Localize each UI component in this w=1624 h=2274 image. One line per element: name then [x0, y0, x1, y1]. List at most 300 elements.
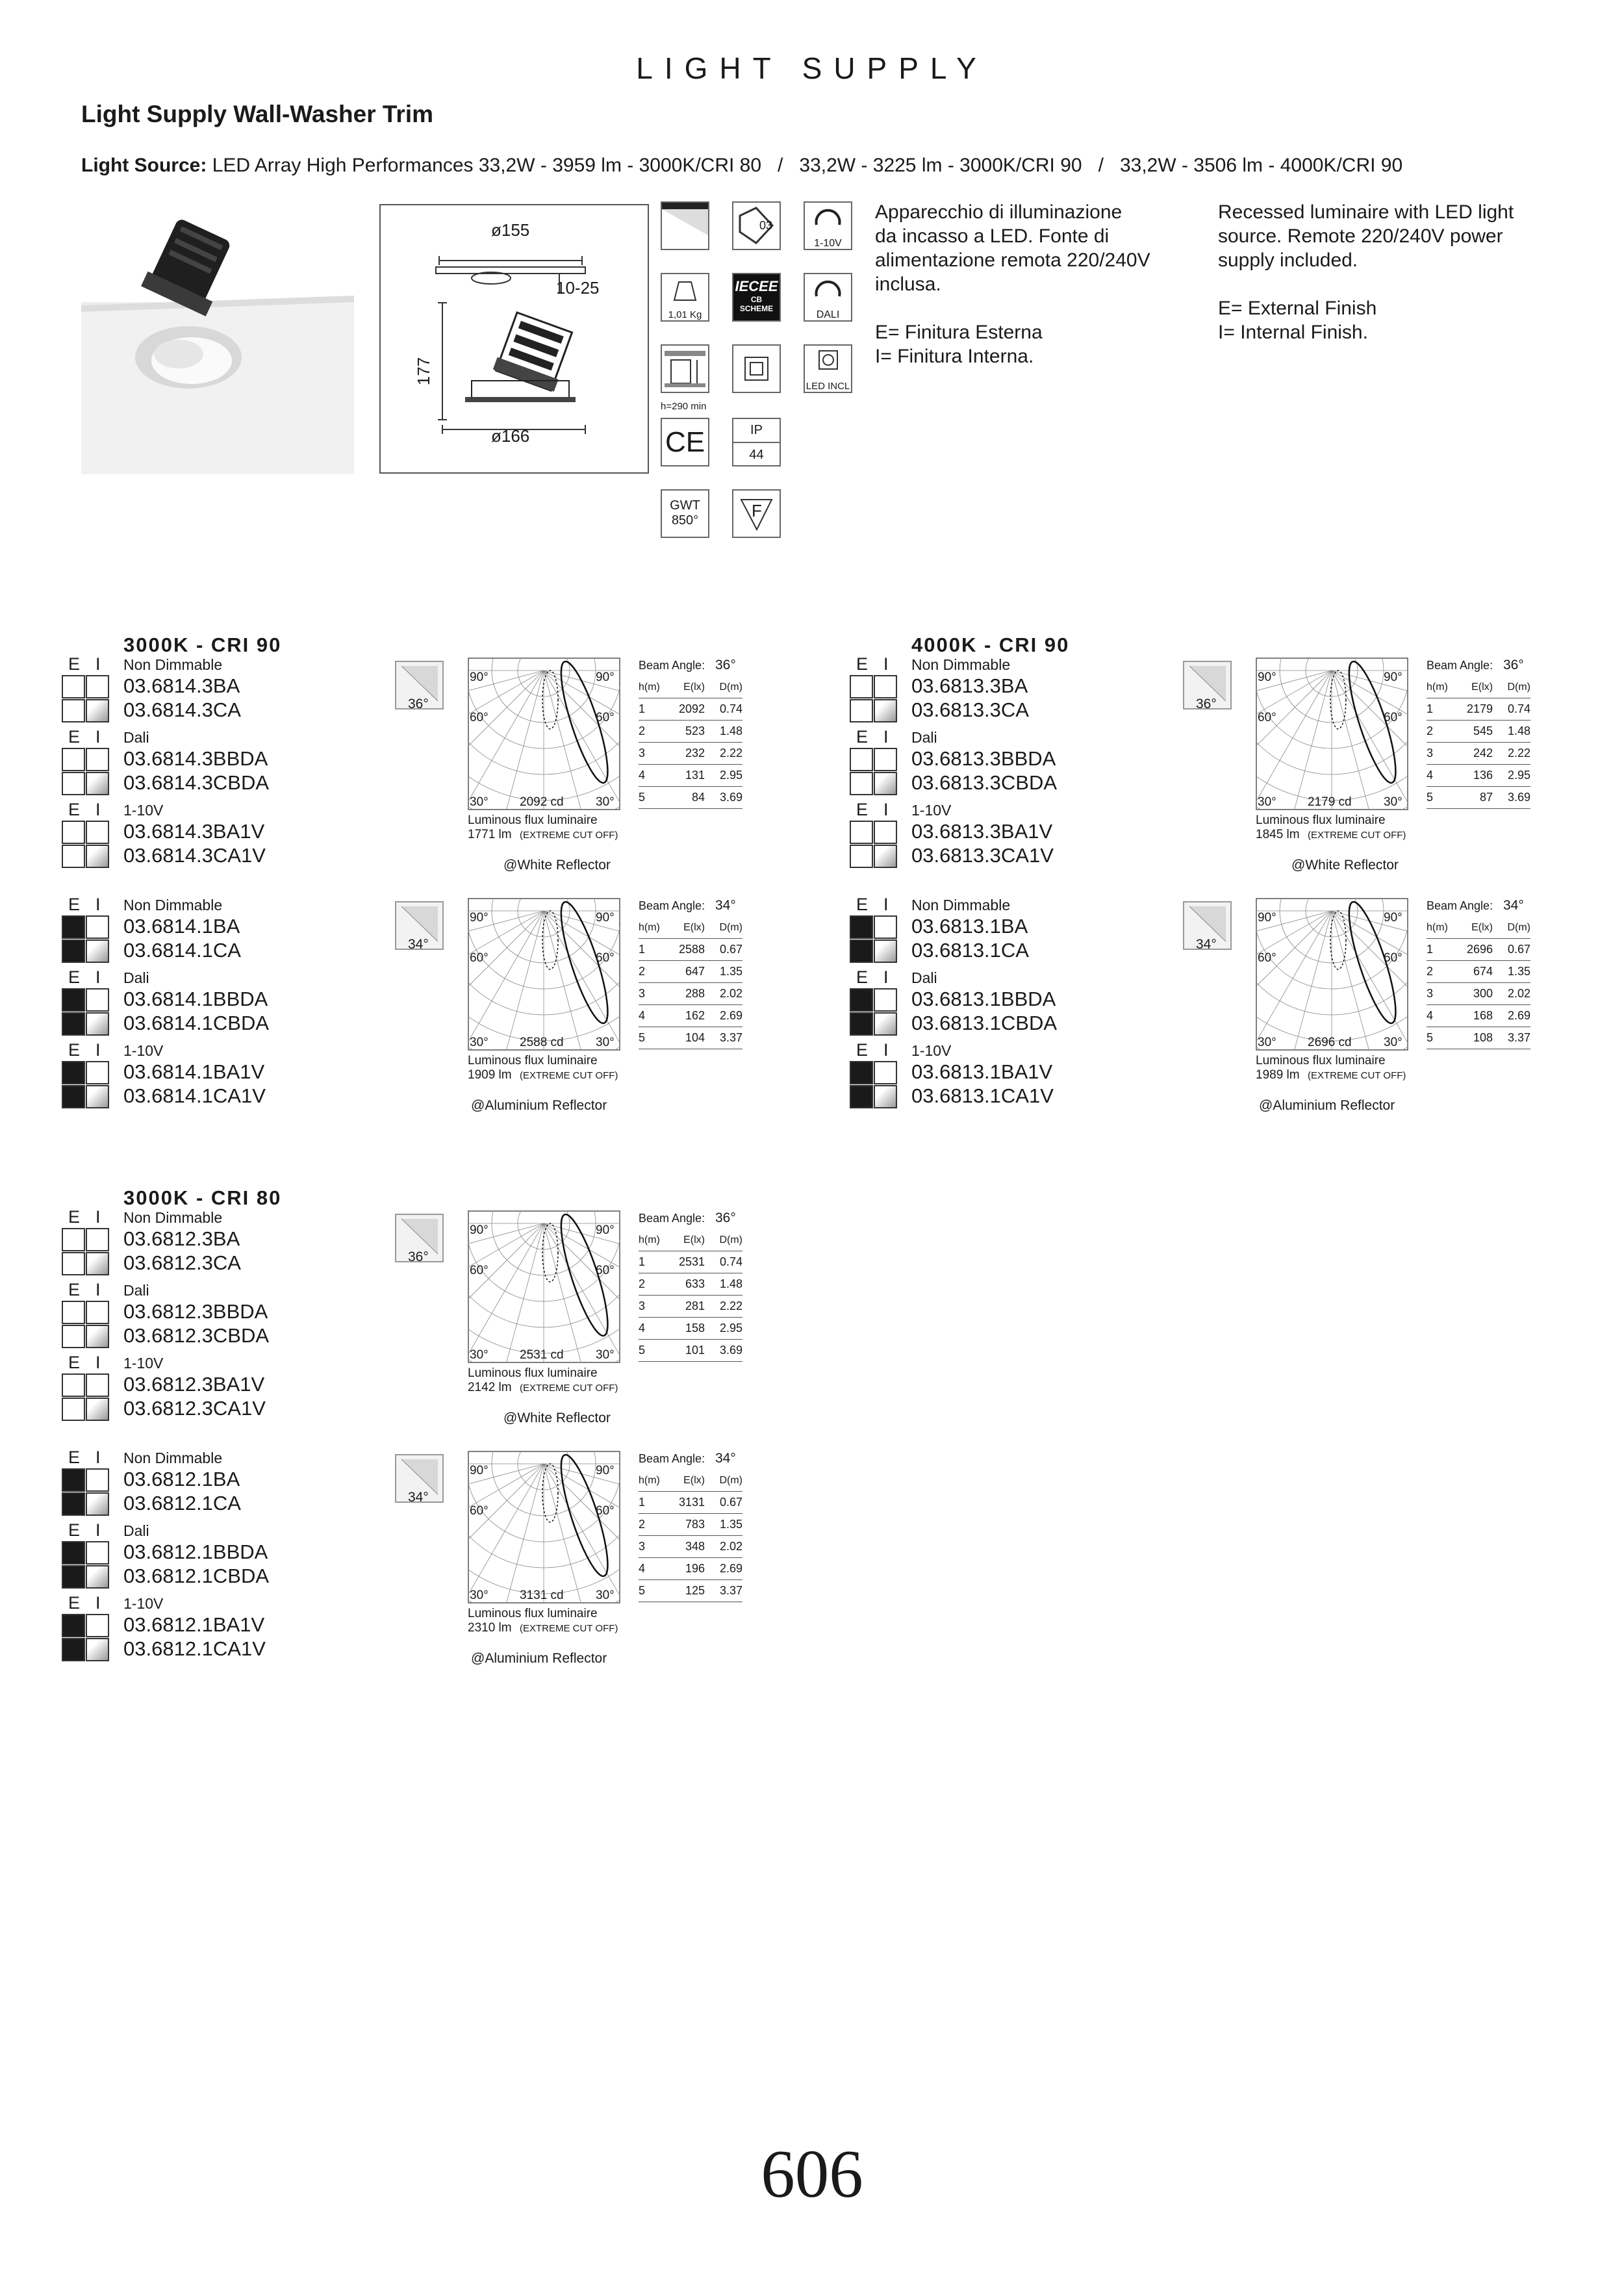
finish-swatch-internal	[874, 699, 897, 722]
polar-angle-30-left: 30°	[1258, 795, 1276, 809]
finish-swatch-external	[62, 1565, 85, 1589]
finish-e-label: E	[68, 1207, 81, 1227]
polar-grid-ray	[544, 911, 620, 1051]
finish-e-label: E	[68, 1280, 81, 1299]
dim-top: ø155	[491, 220, 530, 240]
table-cell: 300	[1473, 987, 1493, 1000]
beam-angle-table-value: 34°	[715, 898, 736, 913]
beam-angle-label: Beam Angle:	[639, 1451, 705, 1465]
finish-e-label: E	[856, 654, 869, 674]
finish-swatch-external	[62, 988, 85, 1012]
polar-grid-ray	[493, 1223, 544, 1363]
table-cell: 1.35	[719, 1518, 742, 1531]
finish-i-label: I	[883, 800, 889, 819]
product-code: 03.6814.1BBDA	[123, 988, 268, 1010]
finish-i-label: I	[95, 800, 101, 819]
finish-swatch-internal	[86, 1398, 109, 1421]
variant-label: Dali	[123, 1522, 149, 1539]
dimming-1-10v-label: 1-10V	[814, 238, 842, 249]
table-row	[639, 1492, 742, 1514]
finish-swatch-internal	[86, 1638, 109, 1661]
table-header-cell: h(m)	[639, 681, 660, 693]
finish-swatch-external	[850, 1061, 873, 1084]
dim-side: 10-25	[556, 278, 600, 298]
description-it-line: alimentazione remota 220/240V	[875, 249, 1150, 271]
finish-i-label: I	[95, 1280, 101, 1299]
table-cell: 196	[685, 1562, 705, 1575]
polar-angle-30-left: 30°	[470, 1036, 488, 1049]
finish-swatch-external	[850, 988, 873, 1012]
table-header-row	[639, 676, 742, 698]
section-title: 3000K - CRI 80	[123, 1186, 282, 1209]
table-cell: 4	[639, 1322, 646, 1335]
cut-off-label: (EXTREME CUT OFF)	[1308, 1070, 1406, 1081]
table-row	[639, 1536, 742, 1558]
table-row	[639, 1027, 742, 1049]
table-cell: 3	[639, 1540, 646, 1553]
energy-class-icon	[732, 201, 781, 250]
variant-label: 1-10V	[123, 1355, 164, 1372]
finish-swatch-internal	[86, 1012, 109, 1036]
table-cell: 2179	[1466, 702, 1493, 715]
energy-label: 03	[759, 219, 773, 232]
gwt-value: 850°	[671, 513, 699, 528]
reflector-label: @Aluminium Reflector	[1259, 1098, 1395, 1113]
table-cell: 0.67	[1507, 943, 1530, 956]
finish-swatch-internal	[86, 821, 109, 844]
beam-angle-row	[639, 895, 742, 917]
polar-angle-90-left: 90°	[1258, 911, 1276, 925]
finish-swatch-external	[62, 1638, 85, 1661]
table-row	[639, 1273, 742, 1296]
dimming-dali-label: DALI	[816, 309, 840, 320]
table-cell: 2.95	[1507, 769, 1530, 782]
finish-e-label: E	[856, 895, 869, 914]
finish-it-line: I= Finitura Interna.	[875, 346, 1034, 367]
finish-swatch-internal	[86, 1325, 109, 1348]
finish-swatch-internal	[874, 1085, 897, 1108]
variant-label: Dali	[123, 1282, 149, 1299]
dim-height: 177	[414, 357, 434, 386]
finish-swatch-external	[62, 1012, 85, 1036]
polar-grid-ray	[1332, 911, 1408, 1051]
table-row	[639, 983, 742, 1005]
recess-icon	[661, 344, 709, 393]
table-cell: 3	[639, 987, 646, 1000]
table-header-row	[1427, 917, 1530, 939]
finish-swatch-internal	[874, 939, 897, 963]
product-code: 03.6814.3CBDA	[123, 771, 270, 794]
luminous-flux-label: Luminous flux luminaire	[468, 1607, 598, 1620]
table-cell: 2.95	[719, 769, 742, 782]
finish-swatch-external	[62, 1398, 85, 1421]
table-cell: 5	[639, 1344, 646, 1357]
product-code: 03.6813.3BBDA	[911, 747, 1056, 770]
table-cell: 2.02	[719, 987, 742, 1000]
finish-swatch-internal	[86, 1228, 109, 1251]
finish-swatch-external	[62, 1614, 85, 1637]
polar-angle-60-left: 60°	[1258, 711, 1276, 724]
polar-angle-60-left: 60°	[470, 711, 488, 724]
finish-swatch-external	[850, 1012, 873, 1036]
technical-drawing	[379, 204, 649, 474]
finish-swatch-internal	[86, 1373, 109, 1397]
product-code: 03.6813.1BA1V	[911, 1060, 1053, 1083]
weight-label: 1,01 Kg	[668, 309, 702, 320]
table-cell: 1	[639, 702, 646, 715]
table-row	[1427, 983, 1530, 1005]
polar-secondary-curve	[542, 911, 558, 969]
finish-swatch-internal	[86, 1301, 109, 1324]
variant-label: Dali	[911, 729, 937, 746]
table-header-cell: E(lx)	[683, 681, 705, 693]
finish-swatch-internal	[86, 1085, 109, 1108]
beam-angle-table-value: 36°	[715, 1210, 736, 1225]
product-code: 03.6813.3CA	[911, 698, 1029, 721]
finish-swatch-internal	[86, 1061, 109, 1084]
product-code: 03.6813.3CA1V	[911, 844, 1054, 867]
polar-angle-30-right: 30°	[596, 1348, 615, 1362]
finish-swatch-external	[62, 1492, 85, 1516]
product-code: 03.6814.3BA	[123, 674, 240, 697]
table-header-cell: h(m)	[639, 921, 660, 933]
table-cell: 1.35	[719, 965, 742, 978]
table-row	[639, 1251, 742, 1273]
finish-i-label: I	[95, 654, 101, 674]
finish-e-label: E	[856, 800, 869, 819]
product-code: 03.6814.3CA1V	[123, 844, 266, 867]
beam-angle-table-value: 36°	[715, 658, 736, 672]
polar-grid-ray	[544, 1464, 620, 1603]
finish-swatch-internal	[874, 675, 897, 698]
polar-grid-ray	[468, 911, 544, 1049]
variant-label: Dali	[123, 969, 149, 986]
reflector-label: @Aluminium Reflector	[471, 1651, 607, 1666]
polar-angle-90-right: 90°	[1384, 671, 1402, 684]
dimming-1-10v-icon	[804, 201, 852, 250]
table-cell: 1	[639, 1255, 646, 1268]
polar-secondary-curve	[542, 1223, 558, 1282]
finish-swatch-internal	[86, 845, 109, 868]
finish-e-label: E	[856, 1040, 869, 1060]
light-source-label: Light Source:	[81, 155, 207, 176]
table-cell: 104	[685, 1031, 705, 1044]
section-title: 4000K - CRI 90	[911, 633, 1070, 656]
polar-angle-90-left: 90°	[470, 671, 488, 684]
recess-height-label: h=290 min	[661, 401, 707, 412]
polar-secondary-curve	[1330, 911, 1346, 969]
finish-swatch-external	[62, 845, 85, 868]
polar-angle-60-left: 60°	[470, 951, 488, 965]
table-row	[1427, 698, 1530, 721]
table-cell: 0.74	[719, 1255, 742, 1268]
finish-swatch-internal	[874, 988, 897, 1012]
table-row	[639, 765, 742, 787]
luminaire-class-icon	[661, 201, 709, 250]
table-cell: 2092	[678, 702, 705, 715]
table-cell: 131	[685, 769, 705, 782]
section-title: 3000K - CRI 90	[123, 633, 282, 656]
beam-angle-table-value: 34°	[715, 1451, 736, 1466]
table-cell: 4	[1427, 1009, 1434, 1022]
finish-i-label: I	[95, 1593, 101, 1613]
table-cell: 1.48	[719, 724, 742, 737]
polar-secondary-curve	[542, 1464, 558, 1522]
table-header-cell: D(m)	[1507, 921, 1530, 933]
luminous-flux-label: Luminous flux luminaire	[1256, 813, 1386, 827]
product-code: 03.6812.1BA	[123, 1468, 240, 1490]
table-cell: 4	[1427, 769, 1434, 782]
table-cell: 168	[1473, 1009, 1493, 1022]
table-row	[639, 1296, 742, 1318]
table-cell: 2	[639, 965, 646, 978]
table-cell: 5	[639, 1584, 646, 1597]
table-cell: 783	[685, 1518, 705, 1531]
finish-swatch-internal	[86, 699, 109, 722]
polar-angle-30-right: 30°	[1384, 1036, 1402, 1049]
finish-swatch-external	[62, 748, 85, 771]
table-cell: 3	[639, 747, 646, 760]
cut-off-label: (EXTREME CUT OFF)	[520, 1383, 618, 1394]
table-row	[639, 1514, 742, 1536]
table-row	[1427, 721, 1530, 743]
beam-angle-row	[1427, 895, 1530, 917]
iecee-icon	[732, 273, 781, 322]
finish-swatch-external	[850, 915, 873, 939]
variant-label: 1-10V	[123, 1595, 164, 1612]
beam-angle-row	[639, 1448, 742, 1470]
table-cell: 2	[639, 1277, 646, 1290]
table-cell: 3	[639, 1299, 646, 1312]
iecee-cb: CB	[750, 295, 763, 304]
table-cell: 1	[639, 1496, 646, 1509]
description-it	[875, 200, 1180, 368]
table-cell: 633	[685, 1277, 705, 1290]
finish-swatch-external	[850, 675, 873, 698]
variant-label: 1-10V	[911, 1042, 952, 1059]
variant-label: Dali	[123, 729, 149, 746]
polar-grid-ray	[493, 1464, 544, 1603]
polar-grid-ray	[493, 911, 544, 1051]
table-cell: 2.69	[719, 1562, 742, 1575]
finish-swatch-internal	[86, 1565, 109, 1589]
polar-angle-30-left: 30°	[470, 1348, 488, 1362]
table-cell: 3131	[678, 1496, 705, 1509]
finish-e-label: E	[68, 1448, 81, 1467]
luminous-flux-label: Luminous flux luminaire	[468, 1366, 598, 1380]
polar-angle-60-left: 60°	[470, 1504, 488, 1518]
table-cell: 158	[685, 1322, 705, 1335]
product-code: 03.6813.3CBDA	[911, 771, 1058, 794]
variant-label: 1-10V	[123, 1042, 164, 1059]
finish-swatch-external	[62, 915, 85, 939]
table-cell: 348	[685, 1540, 705, 1553]
table-header-cell: E(lx)	[1471, 921, 1493, 933]
table-cell: 101	[685, 1344, 705, 1357]
finish-e-label: E	[68, 727, 81, 747]
table-cell: 5	[1427, 791, 1434, 804]
table-header-cell: h(m)	[639, 1234, 660, 1246]
description-en-line: Recessed luminaire with LED light	[1218, 201, 1514, 223]
product-code: 03.6812.1CBDA	[123, 1565, 270, 1587]
table-header-cell: E(lx)	[1471, 681, 1493, 693]
polar-angle-90-left: 90°	[470, 911, 488, 925]
variant-label: Dali	[911, 969, 937, 986]
finish-swatch-internal	[86, 939, 109, 963]
table-cell: 0.67	[719, 943, 742, 956]
finish-swatch-external	[62, 1373, 85, 1397]
luminous-flux-value: 1909 lm	[468, 1068, 512, 1082]
polar-peak-cd: 2696 cd	[1308, 1036, 1352, 1049]
table-header-cell: D(m)	[719, 1474, 742, 1486]
polar-angle-60-left: 60°	[470, 1264, 488, 1277]
finish-swatch-external	[850, 845, 873, 868]
table-cell: 2.69	[1507, 1009, 1530, 1022]
beam-angle-value: 36°	[408, 696, 429, 711]
polar-angle-30-left: 30°	[470, 1589, 488, 1602]
polar-angle-60-right: 60°	[596, 1504, 615, 1518]
variant-label: 1-10V	[911, 802, 952, 819]
product-code: 03.6813.3BA	[911, 674, 1028, 697]
cut-off-label: (EXTREME CUT OFF)	[1308, 830, 1406, 841]
variant-label: Non Dimmable	[123, 897, 223, 913]
table-cell: 3.37	[719, 1031, 742, 1044]
product-code: 03.6812.3CA	[123, 1251, 241, 1274]
table-row	[639, 698, 742, 721]
table-row	[1427, 765, 1530, 787]
finish-i-label: I	[883, 727, 889, 747]
finish-swatch-external	[850, 1085, 873, 1108]
polar-angle-60-right: 60°	[596, 951, 615, 965]
product-code: 03.6814.1CA	[123, 939, 241, 962]
polar-angle-30-right: 30°	[596, 1036, 615, 1049]
photometric-table	[1427, 895, 1530, 1049]
product-code: 03.6813.3BA1V	[911, 820, 1053, 843]
table-cell: 136	[1473, 769, 1493, 782]
description-it-line: da incasso a LED. Fonte di	[875, 225, 1110, 247]
variant-label: Non Dimmable	[123, 1209, 223, 1226]
polar-grid-ray	[468, 1223, 544, 1361]
variant-label: Non Dimmable	[911, 897, 1011, 913]
ip-value: 44	[749, 448, 764, 462]
finish-i-label: I	[95, 895, 101, 914]
polar-grid-ray	[544, 671, 620, 808]
beam-angle-label: Beam Angle:	[639, 1211, 705, 1225]
finish-swatch-internal	[874, 1012, 897, 1036]
ip-rating-icon	[732, 418, 781, 466]
table-row	[1427, 787, 1530, 809]
polar-grid-ray	[544, 671, 620, 810]
product-code: 03.6813.1BBDA	[911, 988, 1056, 1010]
photometric-table	[639, 654, 742, 809]
beam-angle-value: 34°	[408, 1490, 429, 1505]
table-cell: 545	[1473, 724, 1493, 737]
finish-swatch-external	[62, 821, 85, 844]
table-cell: 4	[639, 1009, 646, 1022]
polar-grid-ray	[468, 671, 544, 808]
reflector-label: @White Reflector	[503, 1411, 611, 1425]
table-header-cell: E(lx)	[683, 1474, 705, 1486]
finish-i-label: I	[883, 1040, 889, 1060]
table-row	[639, 787, 742, 809]
table-cell: 2	[639, 724, 646, 737]
product-title: Light Supply Wall-Washer Trim	[81, 101, 434, 127]
polar-grid-ray	[1256, 671, 1332, 808]
finish-i-label: I	[883, 654, 889, 674]
finish-e-label: E	[68, 654, 81, 674]
table-cell: 1	[639, 943, 646, 956]
table-cell: 5	[1427, 1031, 1434, 1044]
finish-en-line: E= External Finish	[1218, 298, 1377, 319]
dimming-dali-icon	[804, 273, 852, 322]
table-cell: 162	[685, 1009, 705, 1022]
table-row	[639, 1318, 742, 1340]
finish-swatch-external	[62, 675, 85, 698]
polar-angle-90-left: 90°	[1258, 671, 1276, 684]
reflector-label: @Aluminium Reflector	[471, 1098, 607, 1113]
finish-swatch-external	[62, 1061, 85, 1084]
finish-e-label: E	[856, 727, 869, 747]
table-cell: 1.35	[1507, 965, 1530, 978]
cut-off-label: (EXTREME CUT OFF)	[520, 830, 618, 841]
polar-angle-30-left: 30°	[470, 795, 488, 809]
finish-swatch-external	[850, 939, 873, 963]
finish-swatch-external	[62, 1468, 85, 1492]
gwt-label: GWT	[670, 498, 700, 513]
table-cell: 2.22	[1507, 747, 1530, 760]
finish-i-label: I	[95, 1520, 101, 1540]
polar-angle-90-right: 90°	[1384, 911, 1402, 925]
finish-swatch-internal	[874, 915, 897, 939]
product-photo	[81, 198, 354, 474]
product-code: 03.6814.1BA	[123, 915, 240, 938]
product-code: 03.6812.3CBDA	[123, 1324, 270, 1347]
reflector-label: @White Reflector	[503, 858, 611, 873]
polar-angle-60-left: 60°	[1258, 951, 1276, 965]
finish-e-label: E	[856, 967, 869, 987]
iecee-scheme: SCHEME	[739, 304, 774, 313]
polar-grid-ray	[468, 1464, 544, 1603]
finish-swatch-internal	[86, 675, 109, 698]
finish-i-label: I	[883, 895, 889, 914]
table-row	[639, 721, 742, 743]
class-ii-icon	[732, 344, 781, 393]
finish-e-label: E	[68, 967, 81, 987]
polar-grid-ray	[1332, 671, 1408, 808]
table-cell: 4	[639, 769, 646, 782]
finish-swatch-internal	[86, 915, 109, 939]
table-cell: 0.74	[719, 702, 742, 715]
cut-off-label: (EXTREME CUT OFF)	[520, 1623, 618, 1634]
polar-grid-ray	[1332, 911, 1408, 1049]
finish-en-line: I= Internal Finish.	[1218, 322, 1368, 343]
product-code: 03.6813.1CA	[911, 939, 1029, 962]
finish-i-label: I	[95, 727, 101, 747]
finish-e-label: E	[68, 1520, 81, 1540]
polar-grid-ray	[468, 1223, 544, 1363]
table-header-cell: D(m)	[719, 1234, 742, 1246]
beam-angle-label: Beam Angle:	[1427, 899, 1493, 912]
polar-angle-60-right: 60°	[596, 711, 615, 724]
table-header-row	[1427, 676, 1530, 698]
luminous-flux-value: 2142 lm	[468, 1381, 512, 1394]
table-cell: 2531	[678, 1255, 705, 1268]
table-cell: 1	[1427, 702, 1434, 715]
finish-swatch-external	[62, 1325, 85, 1348]
description-it-line: inclusa.	[875, 274, 941, 295]
finish-swatch-internal	[86, 1614, 109, 1637]
table-row	[639, 961, 742, 983]
